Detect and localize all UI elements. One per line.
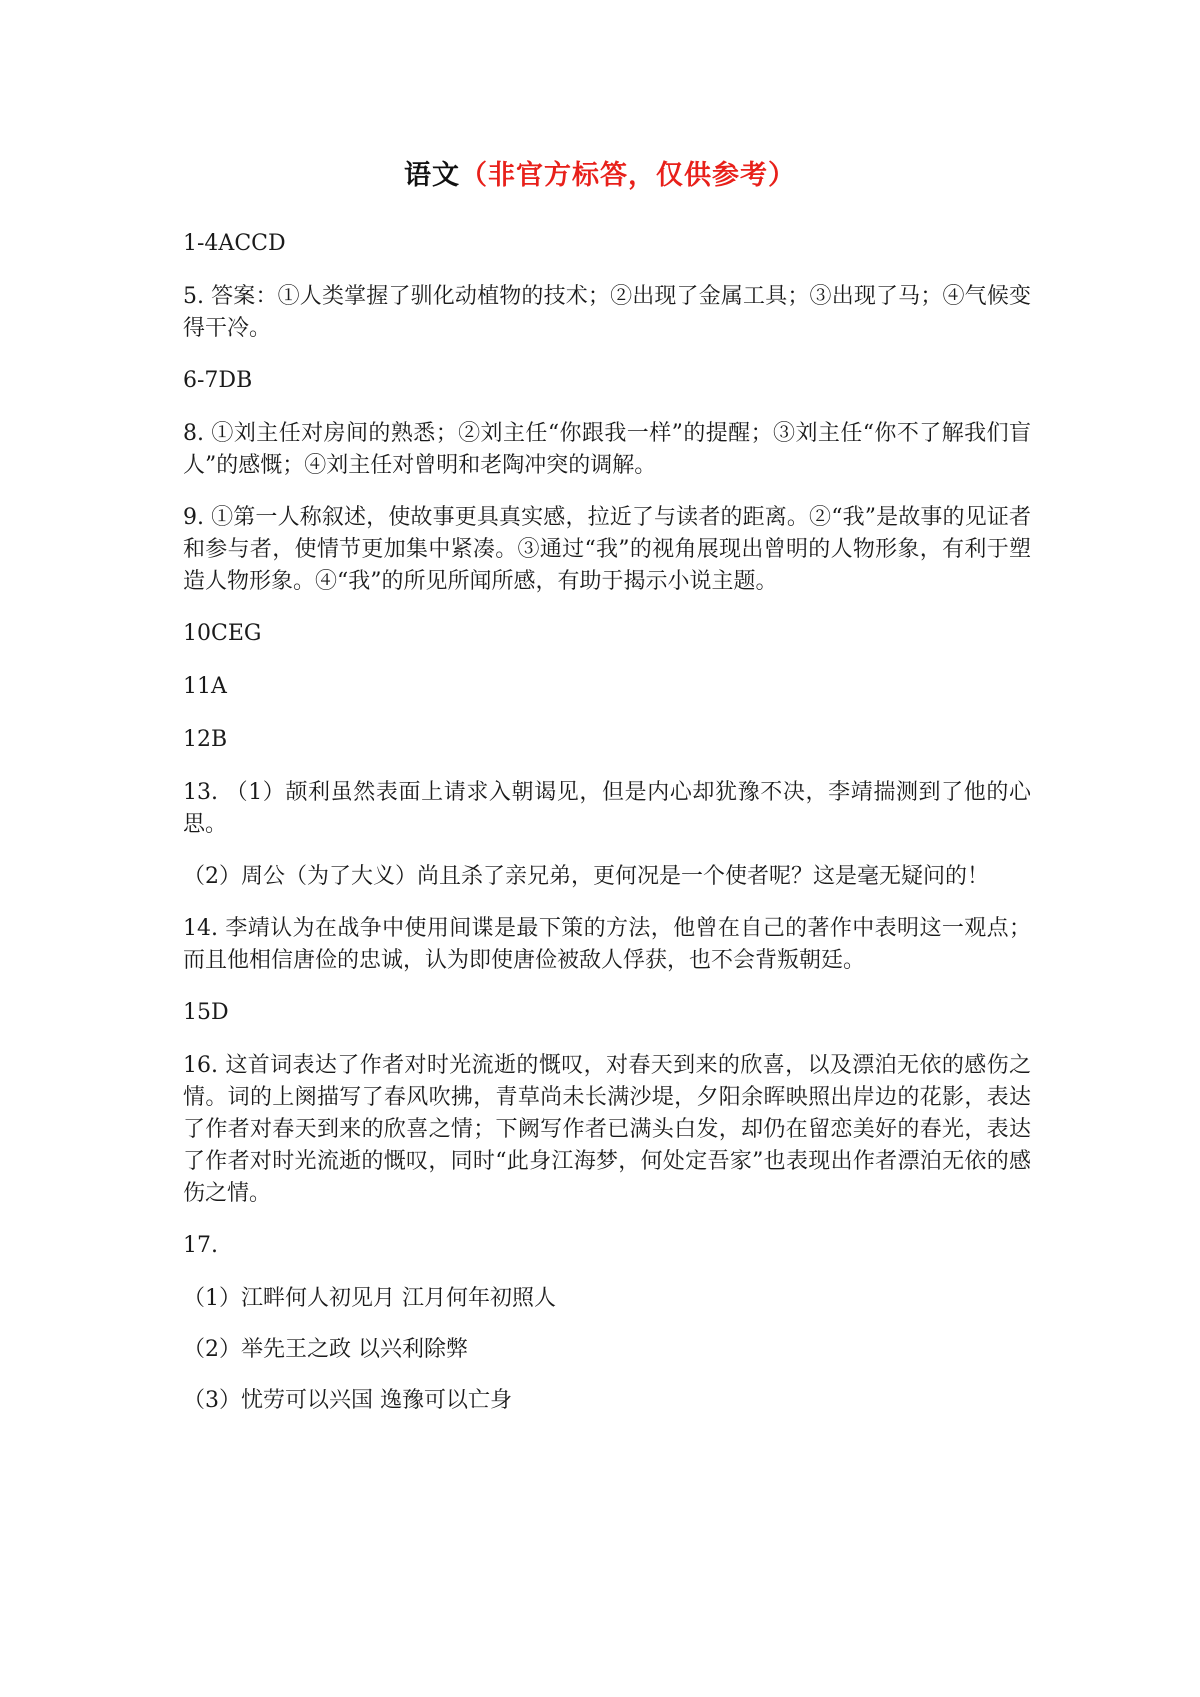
answer-13-part-2: （2）周公（为了大义）尚且杀了亲兄弟，更何况是一个使者呢？这是毫无疑问的！ bbox=[183, 864, 989, 889]
answer-14: 14. 李靖认为在战争中使用间谍是最下策的方法，他曾在自己的著作中表明这一观点；而且他相信唐俭的忠诚，认为即使唐俭被敌人俘获，也不会背叛朝廷。 bbox=[183, 916, 1031, 973]
answer-16: 16. 这首词表达了作者对时光流逝的慨叹，对春天到来的欣喜，以及漂泊无依的感伤之情。词的上阕描写了春风吹拂，青草尚未长满沙堤，夕阳余晖映照出岸边的花影，表达了作者对春天到来的欣喜之情；下阙写作者已满头白发，却仍在留恋美好的春光，表达了作者对时光流逝的慨叹，同时“此身江海梦，何处定吾家”也表现出作者漂泊无依的感伤之情。 bbox=[183, 1053, 1031, 1206]
answer-15: 15D bbox=[183, 1000, 229, 1025]
answer-9: 9. ①第一人称叙述，使故事更具真实感，拉近了与读者的距离。②“我”是故事的见证者和参与者，使情节更加集中紧凑。③通过“我”的视角展现出曾明的人物形象，有利于塑造人物形象。④“我”的所见所闻所感，有助于揭示小说主题。 bbox=[183, 505, 1031, 594]
answer-12: 12B bbox=[183, 727, 228, 752]
answer-list bbox=[183, 228, 1031, 1436]
answer-6-7: 6-7DB bbox=[183, 368, 253, 393]
answer-1-4: 1-4ACCD bbox=[183, 231, 286, 256]
answer-17-line-1: （1）江畔何人初见月 江月何年初照人 bbox=[183, 1286, 556, 1311]
answer-17-line-2: （2）举先王之政 以兴利除弊 bbox=[183, 1337, 468, 1362]
answer-17-line-3: （3）忧劳可以兴国 逸豫可以亡身 bbox=[183, 1388, 512, 1413]
answer-10: 10CEG bbox=[183, 621, 262, 646]
answer-13-part-1: 13. （1）颉利虽然表面上请求入朝谒见，但是内心却犹豫不决，李靖揣测到了他的心思。 bbox=[183, 780, 1031, 837]
answer-8: 8. ①刘主任对房间的熟悉；②刘主任“你跟我一样”的提醒；③刘主任“你不了解我们盲人”的感慨；④刘主任对曾明和老陶冲突的调解。 bbox=[183, 421, 1031, 478]
page-title-note: （非官方标答，仅供参考） bbox=[460, 160, 796, 191]
page-title-subject: 语文 bbox=[404, 160, 460, 191]
page-title bbox=[0, 158, 1200, 194]
answer-17: 17. bbox=[183, 1233, 218, 1258]
answer-11: 11A bbox=[183, 674, 227, 699]
answer-5: 5. 答案：①人类掌握了驯化动植物的技术；②出现了金属工具；③出现了马；④气候变得干冷。 bbox=[183, 284, 1031, 341]
